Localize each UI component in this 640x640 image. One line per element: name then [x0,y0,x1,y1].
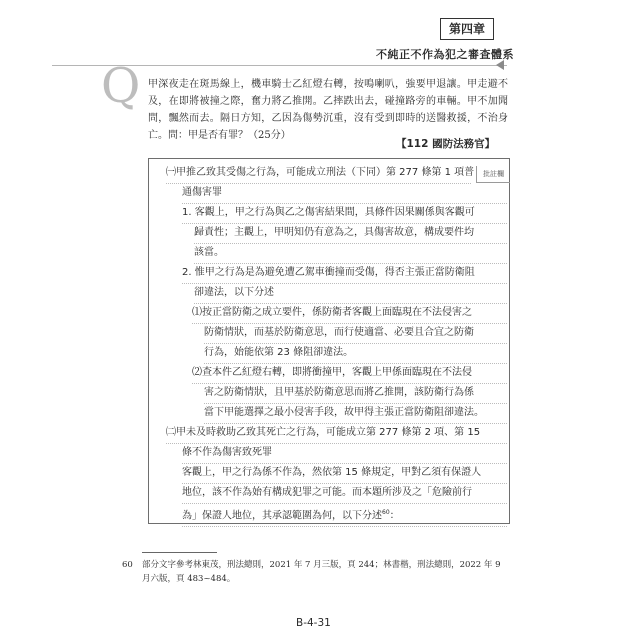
answer-line: 客觀上，甲之行為係不作為，然依第 15 條規定，甲對乙須有保證人 [182,463,507,484]
answer-line: ㈡甲未及時救助乙致其死亡之行為，可能成立第 277 條第 2 項、第 15 [166,423,507,444]
answer-line: 當下甲能選擇之最小侵害手段，故甲得主張正當防衛阻卻違法。 [204,403,507,424]
question-text: 甲深夜走在斑馬線上，機車騎士乙紅燈右轉，按鳴喇叭，強要甲退讓。甲走避不及，在即將被撞之際，奮力將乙推開。乙摔跌出去，碰撞路旁的車輛。甲不加聞問，飄然而去。隔日方知，乙因為傷勢沉重，沒有受到即時的送醫救援，不治身亡。問：甲是否有罪？（25分） [148,79,508,141]
answer-line: 歸責性；主觀上，甲明知仍有意為之，具傷害故意，構成要件均 [194,223,507,244]
answer-line: ⑴按正當防衛之成立要件，係防衛者客觀上面臨現在不法侵害之 [192,303,507,324]
question-letter: Q [101,58,141,114]
answer-line: 地位，該不作為始有構成犯罪之可能。而本題所涉及之「危險前行 [182,483,507,504]
footnote-rule [142,552,217,553]
page-number: B-4-31 [296,617,331,629]
answer-line: 2. 惟甲之行為是為避免遭乙駕車衝撞而受傷，得否主張正當防衛阻 [182,263,507,284]
chapter-label: 第四章 [440,18,494,40]
answer-line: 防衛情狀，而基於防衛意思，而行使適當、必要且合宜之防衛 [204,323,507,344]
footnote-text: 部分文字參考林東茂，刑法總則，2021 年 7 月三版，頁 244；林書楷，刑法總則，2022 年 9 月六版，頁 483~484。 [142,560,501,584]
answer-line: 行為，始能依第 23 條阻卻違法。 [204,343,507,364]
answer-line: 該當。 [194,243,507,264]
answer-line: 條不作為傷害致死罪 [182,443,507,464]
answer-line: 通傷害罪 [182,183,507,204]
answer-line: 1. 客觀上，甲之行為與乙之傷害結果間，具條件因果關係與客觀可 [182,203,507,224]
header-marker-icon [496,60,504,70]
footnote-ref: 60 [382,509,390,516]
question-source: 【112 國防法務官】 [396,138,496,150]
footnote [122,558,508,586]
answer-line: 卻違法，以下分述 [194,283,507,304]
annotation-column-label: 批註欄 [476,166,510,183]
footnote-number: 60 [122,560,133,570]
answer-line: 害之防衛情狀，且甲基於防衛意思而將乙推開，該防衛行為係 [204,383,507,404]
answer-line: 為」保證人地位，其承認範圍為何，以下分述$^{60}$： [182,503,507,527]
answer-line: ⑵查本件乙紅燈右轉，即將衝撞甲，客觀上甲係面臨現在不法侵 [192,363,507,384]
answer-line: ㈠甲推乙致其受傷之行為，可能成立刑法（下同）第 277 條第 1 項普 [166,163,471,184]
section-subtitle: 不純正不作為犯之審查體系 [376,48,514,61]
